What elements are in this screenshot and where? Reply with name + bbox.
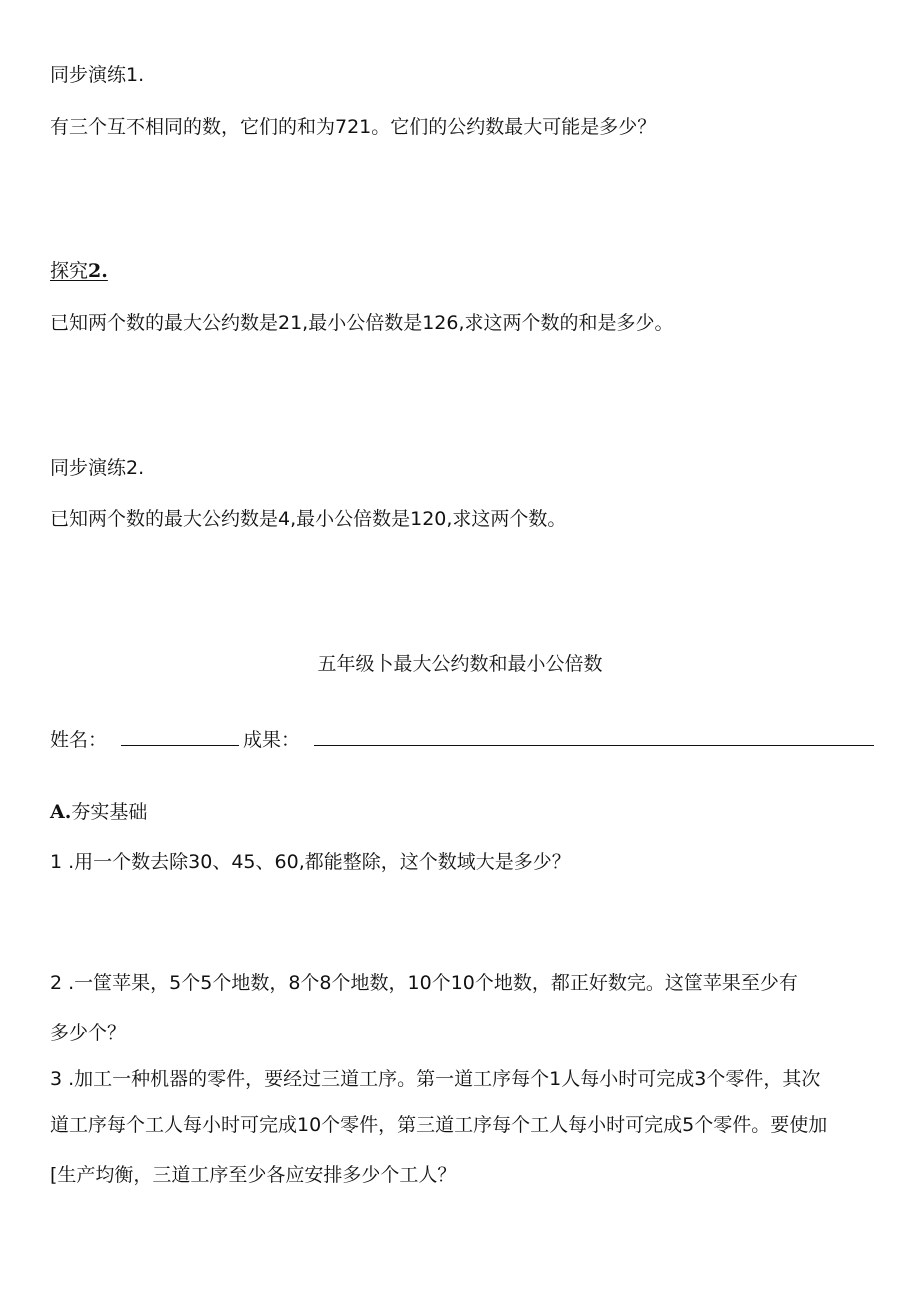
- name-field[interactable]: [121, 727, 239, 746]
- explore-label-prefix: 探究: [50, 260, 89, 282]
- section-label-practice-1: 同步演练1.: [50, 64, 145, 86]
- part-a-prefix: A.: [50, 801, 72, 823]
- section-label-explore-2: [50, 258, 108, 284]
- section-label-practice-2: 同步演练2.: [50, 457, 145, 479]
- name-label: 姓名：: [50, 729, 108, 751]
- problem-practice-1: 有三个互不相同的数，它们的和为721。它们的公约数最大可能是多少？: [50, 116, 657, 138]
- question-3-line-1: 3 .加工一种机器的零件，要经过三道工序。第一道工序每个1人每小时可完成3个零件，其次: [50, 1068, 821, 1090]
- question-2-line-2: 多少个？: [50, 1022, 127, 1044]
- score-label: 成果：: [243, 729, 301, 751]
- question-2-line-1: 2 .一筐苹果，5个5个地数，8个8个地数，10个10个地数，都正好数完。这筐苹果至少有: [50, 972, 798, 994]
- problem-explore-2: 已知两个数的最大公约数是21,最小公倍数是126,求这两个数的和是多少。: [50, 312, 674, 334]
- worksheet-title: 五年级卜最大公约数和最小公倍数: [317, 653, 603, 675]
- name-score-row: [50, 727, 874, 753]
- part-a-title: 夯实基础: [71, 801, 148, 823]
- problem-practice-2: 已知两个数的最大公约数是4,最小公倍数是120,求这两个数。: [50, 508, 567, 530]
- question-3-line-2: 道工序每个工人每小时可完成10个零件，第三道工序每个工人每小时可完成5个零件。要使加: [50, 1114, 828, 1136]
- question-3-line-3: [生产均衡，三道工序至少各应安排多少个工人？: [50, 1164, 457, 1186]
- explore-label-number: 2.: [88, 260, 108, 282]
- question-1: 1 .用一个数去除30、45、60,都能整除，这个数域大是多少？: [50, 851, 571, 873]
- score-field[interactable]: [314, 727, 874, 746]
- part-a-heading: [50, 799, 147, 825]
